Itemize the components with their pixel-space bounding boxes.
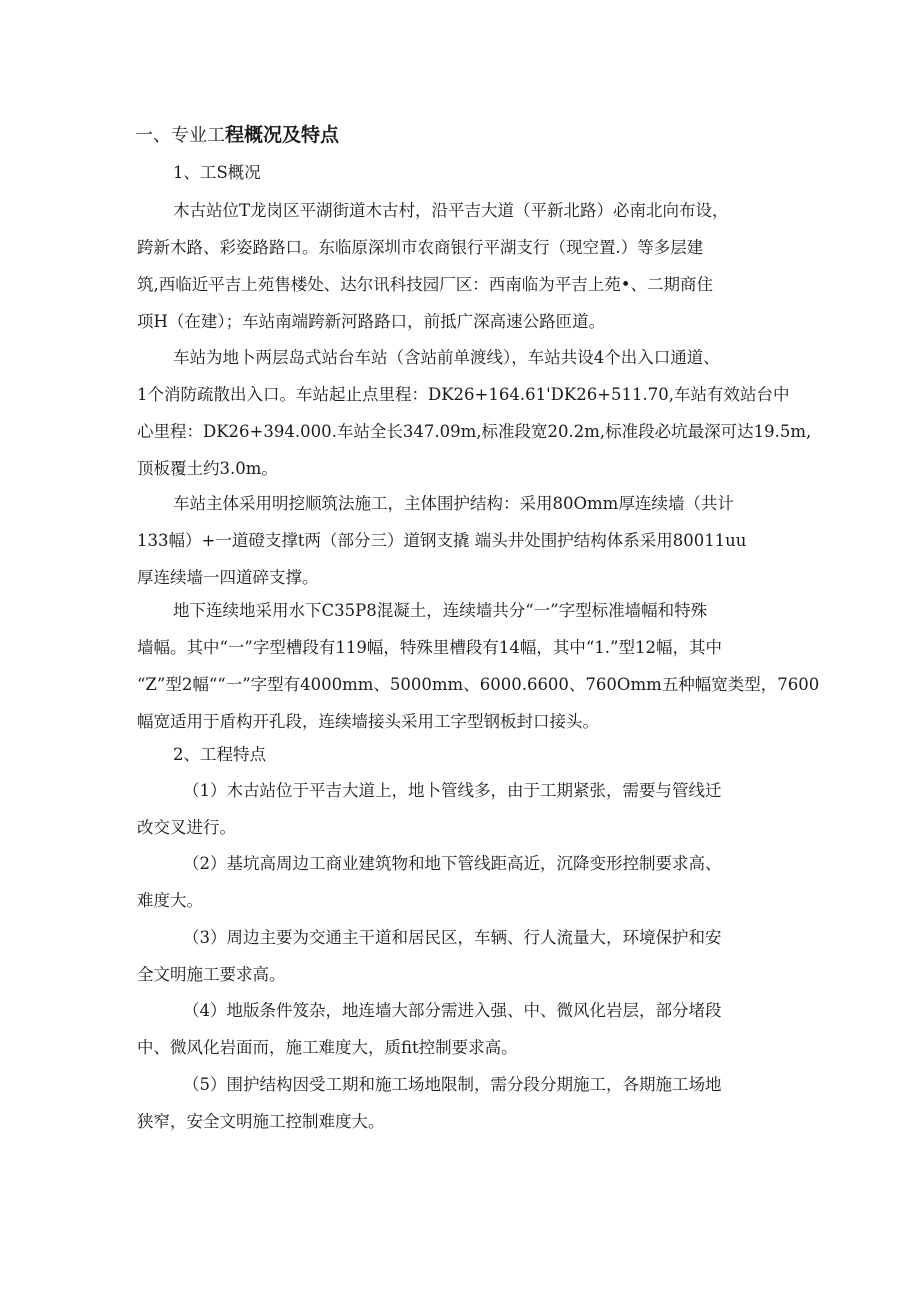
feature-item-2	[137, 845, 787, 919]
paragraph-line: （2）基坑高周边工商业建筑物和地下管线距高近，沉降变形控制要求高、	[183, 854, 722, 873]
paragraph-line: 跨新木路、彩姿路路口。东临原深圳市农商银行平湖支行（现空置.）等多层建	[137, 238, 704, 257]
overview-paragraph-3	[137, 485, 787, 596]
features-title: 2、工程特点	[173, 745, 266, 764]
section-heading-prefix: 一、专业工	[135, 125, 225, 146]
feature-item-1	[137, 772, 787, 846]
paragraph-line: 项H（在建）；车站南端跨新河路路口，前抵广深高速公路匝道。	[137, 312, 606, 331]
feature-item-4	[137, 992, 787, 1066]
paragraph-line: 厚连续墙一四道碎支撑。	[137, 568, 319, 587]
feature-item-3	[137, 919, 787, 993]
overview-paragraph-1	[137, 192, 787, 340]
feature-item-5	[137, 1066, 787, 1140]
paragraph-line: 车站主体采用明挖顺筑法施工，主体围护结构：采用80Omm厚连续墙（共计	[173, 494, 734, 513]
paragraph-line: （5）围护结构因受工期和施工场地限制，需分段分期施工，各期施工场地	[183, 1075, 722, 1094]
paragraph-line: 狭窄，安全文明施工控制难度大。	[137, 1112, 385, 1131]
paragraph-line: 幅宽适用于盾构开孔段，连续墙接头采用工字型钢板封口接头。	[137, 712, 599, 731]
paragraph-line: 顶板覆土约3.0m。	[137, 459, 278, 478]
paragraph-line: 地下连续地采用水下C35P8混凝土，连续墙共分“一”字型标准墙幅和特殊	[173, 601, 708, 620]
paragraph-line: “Z”型2幅““一”字型有4000mm、5000mm、6000.6600、760Omm五种幅宽类型，7600	[137, 675, 820, 694]
paragraph-line: 中、微风化岩面而，施工难度大，质fit控制要求高。	[137, 1038, 518, 1057]
paragraph-line: 1个消防疏散出入口。车站起止点里程：DK26+164.61'DK26+511.70,车站有效站台中	[137, 385, 790, 404]
paragraph-line: 车站为地卜两层岛式站台车站（含站前单渡线），车站共设4个出入口通道、	[173, 348, 720, 367]
section-heading-bold: 程概况及特点	[225, 124, 340, 146]
paragraph-line: （1）木古站位于平吉大道上，地卜管线多，由于工期紧张，需要与管线迁	[183, 781, 722, 800]
section-heading	[135, 122, 339, 149]
paragraph-line: 心里程：DK26+394.000.车站全长347.09m,标准段宽20.2m,标准段必坑最深可达19.5m,	[137, 422, 812, 441]
paragraph-line: 筑,西临近平吉上苑售楼处、达尔讯科技园厂区：西南临为平吉上苑•、二期商住	[137, 275, 713, 294]
overview-paragraph-4	[137, 592, 820, 740]
overview-paragraph-2	[137, 339, 812, 487]
paragraph-line: 改交叉进行。	[137, 818, 236, 837]
paragraph-line: 木古站位T龙岗区平湖街道木古村，沿平吉大道（平新北路）必南北向布设，	[173, 201, 729, 220]
paragraph-line: 全文明施工要求高。	[137, 965, 286, 984]
paragraph-line: 墙幅。其中“一”字型槽段有119幅，特殊里槽段有14幅，其中“1.”型12幅，其中	[137, 638, 722, 657]
paragraph-line: 难度大。	[137, 891, 203, 910]
overview-title: 1、工S概况	[173, 163, 261, 182]
paragraph-line: 133幅）+一道磴支撑t两（部分三）道钢支撬 端头井处围护结构体系采用80011uu	[137, 531, 747, 550]
paragraph-line: （3）周边主要为交通主干道和居民区，车辆、行人流量大，环境保护和安	[183, 928, 722, 947]
paragraph-line: （4）地版条件笈杂，地连墙大部分需进入强、中、微风化岩层，部分堵段	[183, 1001, 722, 1020]
